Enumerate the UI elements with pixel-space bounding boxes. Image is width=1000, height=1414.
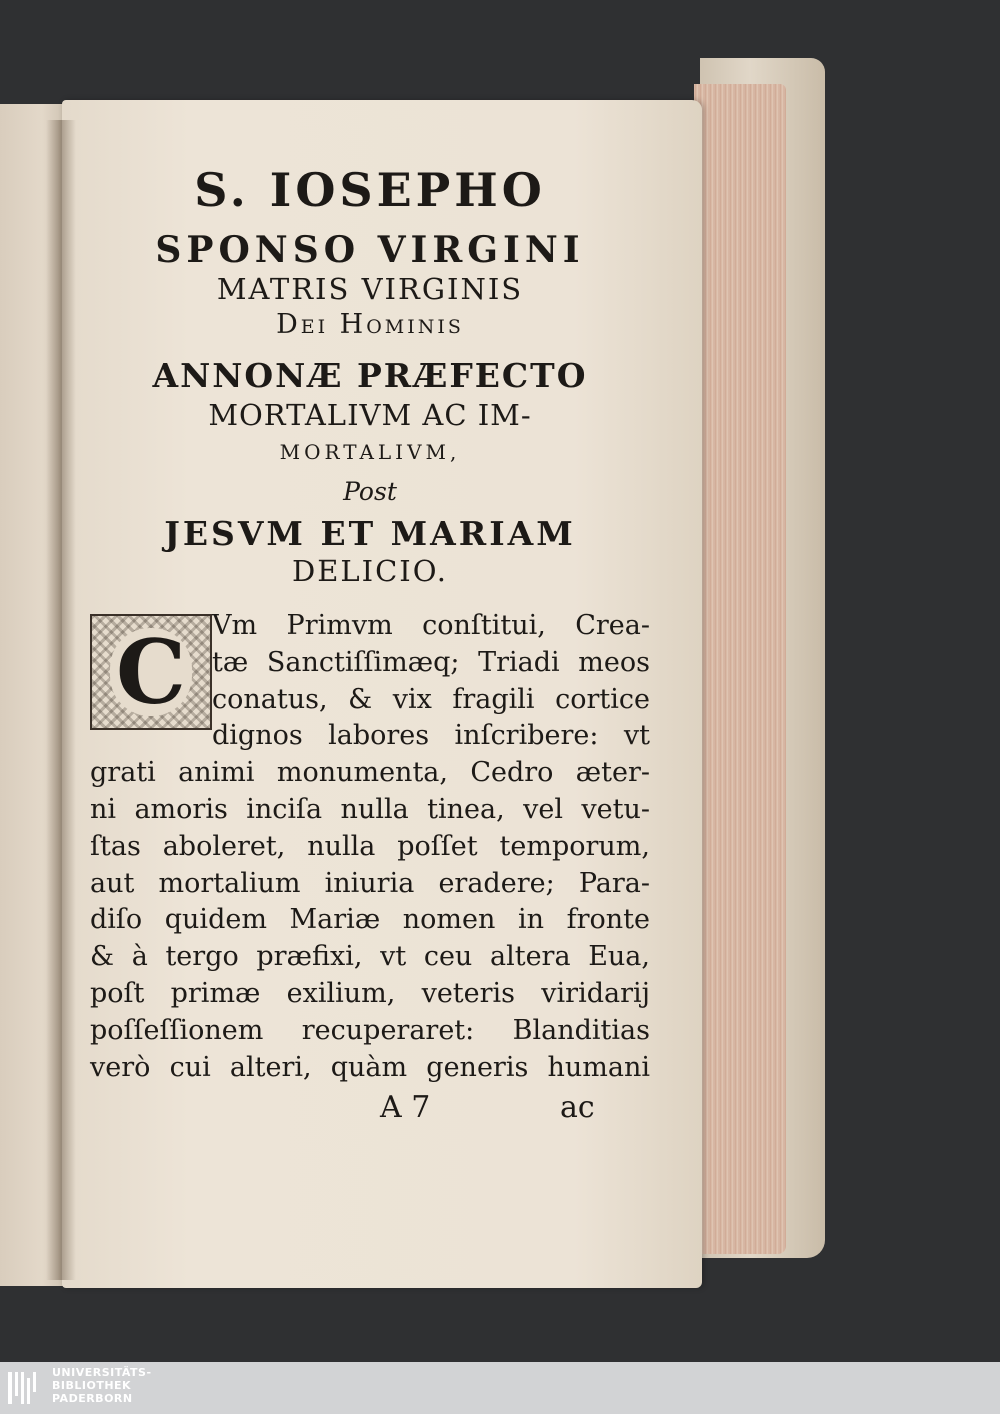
page-text (90, 158, 650, 1130)
body-line: & à tergo præfixi, vt ceu altera Eua, (90, 941, 650, 973)
title-line-8: Post (343, 477, 397, 506)
library-footer-bar (0, 1362, 1000, 1414)
catchword: ac (560, 1090, 595, 1126)
body-line: dignos labores inſcribere: vt (212, 720, 650, 752)
title-line-5: ANNONÆ PRÆFECTO (152, 356, 588, 395)
logo-line: PADERBORN (52, 1392, 133, 1405)
body-line: ni amoris inciſa nulla tinea, vel vetu- (90, 793, 650, 825)
title-line-10: DELICIO. (291, 554, 449, 588)
body-line: grati animi monumenta, Cedro æter- (90, 757, 650, 789)
title-line-6: MORTALIVM AC IM- (208, 398, 532, 432)
body-line: diſo quidem Mariæ nomen in fronte (90, 904, 650, 936)
page-edges (694, 84, 786, 1254)
body-line: tæ Sanctiſſimæq; Triadi meos (212, 646, 650, 678)
title-line-3: MATRIS VIRGINIS (216, 272, 524, 306)
library-logo-text (52, 1366, 152, 1405)
gutter-shadow (46, 120, 76, 1280)
initial-letter: C (110, 628, 192, 716)
logo-line: BIBLIOTHEK (52, 1379, 132, 1392)
logo-line: UNIVERSITÄTS- (52, 1366, 152, 1379)
body-line: verò cui alteri, quàm generis humani (90, 1051, 650, 1083)
body-line: aut mortalium iniuria eradere; Para- (90, 867, 650, 899)
body-line: poſt primæ exilium, veteris viridarij (90, 977, 650, 1009)
title-line-4: Dei Hominis (276, 309, 464, 340)
signature-mark: A 7 (380, 1090, 431, 1126)
body-text (90, 608, 650, 1086)
title-line-9: JESVM ET MARIAM (164, 514, 576, 553)
decorated-initial (90, 614, 212, 730)
title-line-2: SPONSO VIRGINI (155, 229, 585, 271)
library-logo-icon (6, 1368, 46, 1408)
body-line: poſſeſſionem recuperaret: Blanditias (90, 1014, 650, 1046)
title-line-7: MORTALIVM, (279, 440, 461, 464)
body-line: ſtas aboleret, nulla poſſet temporum, (90, 830, 650, 862)
body-line: conatus, & vix fragili cortice (212, 683, 650, 715)
body-line: Vm Primvm conſtitui, Crea- (212, 610, 650, 641)
page-footer (90, 1090, 650, 1130)
book-page (62, 100, 702, 1288)
title-line-1: S. IOSEPHO (194, 163, 546, 217)
